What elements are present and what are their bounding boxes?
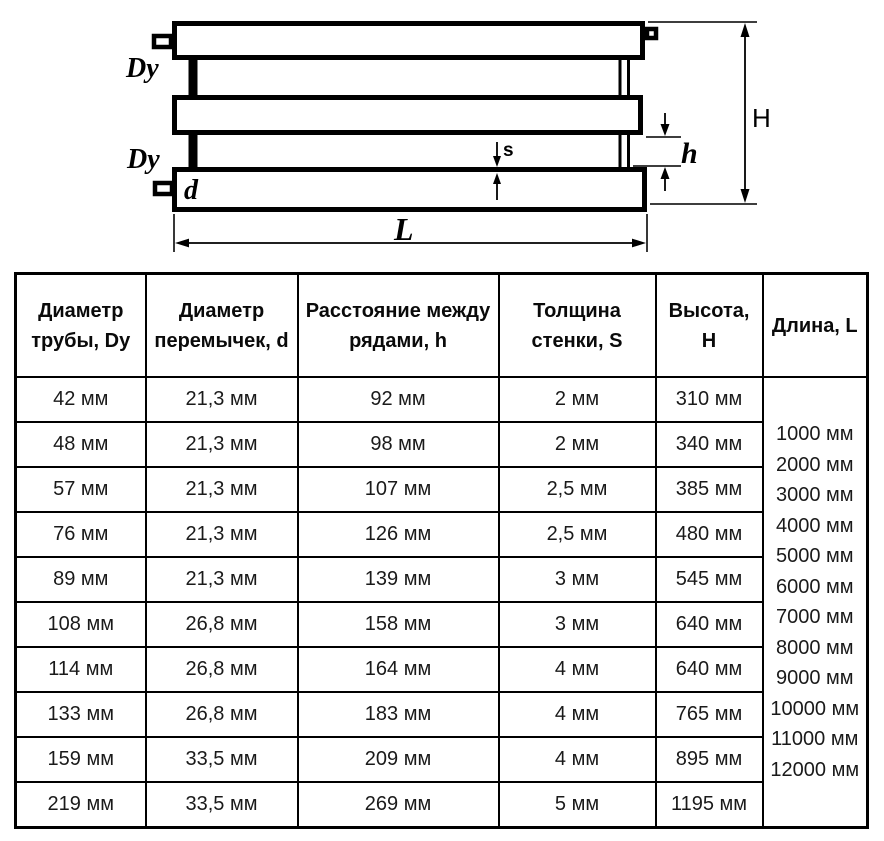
- length-value: 10000 мм: [770, 697, 860, 720]
- table-cell: 209 мм: [298, 737, 499, 782]
- length-value: 12000 мм: [770, 758, 860, 781]
- table-cell: 640 мм: [656, 647, 763, 692]
- arrowhead-down: [741, 189, 750, 203]
- table-cell: 89 мм: [16, 557, 146, 602]
- arrowhead-left: [175, 239, 189, 248]
- table-cell: 4 мм: [499, 737, 656, 782]
- table-cell: 895 мм: [656, 737, 763, 782]
- table-cell: 2 мм: [499, 422, 656, 467]
- arrowhead-down: [493, 156, 501, 167]
- table-cell: 92 мм: [298, 377, 499, 422]
- table-cell: 3 мм: [499, 557, 656, 602]
- header-row-spacing: Расстояние между рядами, h: [298, 274, 499, 378]
- table-cell: 183 мм: [298, 692, 499, 737]
- table-cell: 108 мм: [16, 602, 146, 647]
- header-pipe-diameter: Диаметр трубы, Dy: [16, 274, 146, 378]
- label-length-L: L: [394, 211, 414, 247]
- table-cell: 480 мм: [656, 512, 763, 557]
- jumper-left-upper: [189, 57, 198, 98]
- arrowhead-up: [661, 167, 670, 179]
- table-cell: 164 мм: [298, 647, 499, 692]
- table-cell: 2,5 мм: [499, 512, 656, 557]
- length-value: 6000 мм: [775, 575, 854, 598]
- table-cell: 219 мм: [16, 782, 146, 828]
- label-row-spacing-h: h: [681, 137, 698, 170]
- table-cell: 48 мм: [16, 422, 146, 467]
- jumper-left-lower: [189, 131, 198, 171]
- header-jumper-diameter: Диаметр перемычек, d: [146, 274, 298, 378]
- table-cell: 4 мм: [499, 692, 656, 737]
- arrowhead-down: [661, 124, 670, 136]
- table-cell: 139 мм: [298, 557, 499, 602]
- table-row: [16, 557, 868, 602]
- table-cell: 21,3 мм: [146, 467, 298, 512]
- length-value: 1000 мм: [775, 423, 854, 445]
- table-cell: 26,8 мм: [146, 647, 298, 692]
- length-value: 8000 мм: [775, 636, 854, 659]
- table-cell: 76 мм: [16, 512, 146, 557]
- table-cell: 107 мм: [298, 467, 499, 512]
- length-value: 2000 мм: [775, 453, 854, 476]
- length-value: 3000 мм: [775, 484, 854, 506]
- table-cell: 385 мм: [656, 467, 763, 512]
- table-cell: 4 мм: [499, 647, 656, 692]
- table-row: [16, 782, 868, 828]
- label-dy-bottom: Dy: [127, 144, 160, 175]
- table-row: [16, 512, 868, 557]
- table-cell: 340 мм: [656, 422, 763, 467]
- length-value: 11000 мм: [771, 728, 859, 750]
- table-cell: 640 мм: [656, 602, 763, 647]
- table-cell: 42 мм: [16, 377, 146, 422]
- pipe-bottom: [175, 170, 645, 210]
- header-length: Длина, L: [763, 274, 868, 378]
- jumper-right-upper: [620, 58, 629, 97]
- table-cell: 310 мм: [656, 377, 763, 422]
- nozzle-top-left: [154, 36, 171, 47]
- jumper-right-lower: [620, 134, 629, 170]
- table-cell: 21,3 мм: [146, 377, 298, 422]
- table-header-row: [16, 274, 868, 378]
- pipe-top: [175, 24, 643, 58]
- label-jumper-d: d: [184, 175, 198, 206]
- table-cell: 5 мм: [499, 782, 656, 828]
- table-cell: 26,8 мм: [146, 692, 298, 737]
- table-row: [16, 467, 868, 512]
- length-value: 7000 мм: [775, 606, 854, 628]
- spec-table: [14, 272, 869, 829]
- table-cell: 126 мм: [298, 512, 499, 557]
- length-value: 5000 мм: [775, 545, 854, 567]
- nozzle-bottom-left: [155, 183, 172, 194]
- table-cell: 33,5 мм: [146, 782, 298, 828]
- table-cell: 21,3 мм: [146, 512, 298, 557]
- table-cell: 26,8 мм: [146, 602, 298, 647]
- table-cell: 765 мм: [656, 692, 763, 737]
- table-row: [16, 422, 868, 467]
- pipe-middle: [175, 98, 641, 133]
- length-value: 4000 мм: [775, 514, 854, 537]
- table-row: [16, 692, 868, 737]
- label-wall-thickness-s: s: [503, 140, 514, 161]
- table-row: [16, 647, 868, 692]
- table-cell: 33,5 мм: [146, 737, 298, 782]
- length-merged-cell: [763, 377, 868, 828]
- table-cell: 57 мм: [16, 467, 146, 512]
- table-cell: 114 мм: [16, 647, 146, 692]
- header-wall-thickness: Толщина стенки, S: [499, 274, 656, 378]
- table-row: [16, 377, 868, 422]
- table-cell: 2 мм: [499, 377, 656, 422]
- table-cell: 159 мм: [16, 737, 146, 782]
- table-cell: 21,3 мм: [146, 422, 298, 467]
- table-cell: 3 мм: [499, 602, 656, 647]
- table-row: [16, 602, 868, 647]
- table-cell: 269 мм: [298, 782, 499, 828]
- arrowhead-right: [632, 239, 646, 248]
- table-cell: 133 мм: [16, 692, 146, 737]
- table-cell: 2,5 мм: [499, 467, 656, 512]
- table-cell: 158 мм: [298, 602, 499, 647]
- register-drawing: [0, 0, 884, 262]
- nozzle-top-right: [647, 29, 656, 38]
- header-height: Высота, H: [656, 274, 763, 378]
- length-value: 9000 мм: [775, 667, 854, 689]
- label-height-H: H: [752, 103, 771, 133]
- arrowhead-up: [741, 23, 750, 37]
- table-row: [16, 737, 868, 782]
- table-cell: 21,3 мм: [146, 557, 298, 602]
- table-cell: 1195 мм: [656, 782, 763, 828]
- table-cell: 98 мм: [298, 422, 499, 467]
- table-cell: 545 мм: [656, 557, 763, 602]
- label-dy-top: Dy: [126, 53, 159, 84]
